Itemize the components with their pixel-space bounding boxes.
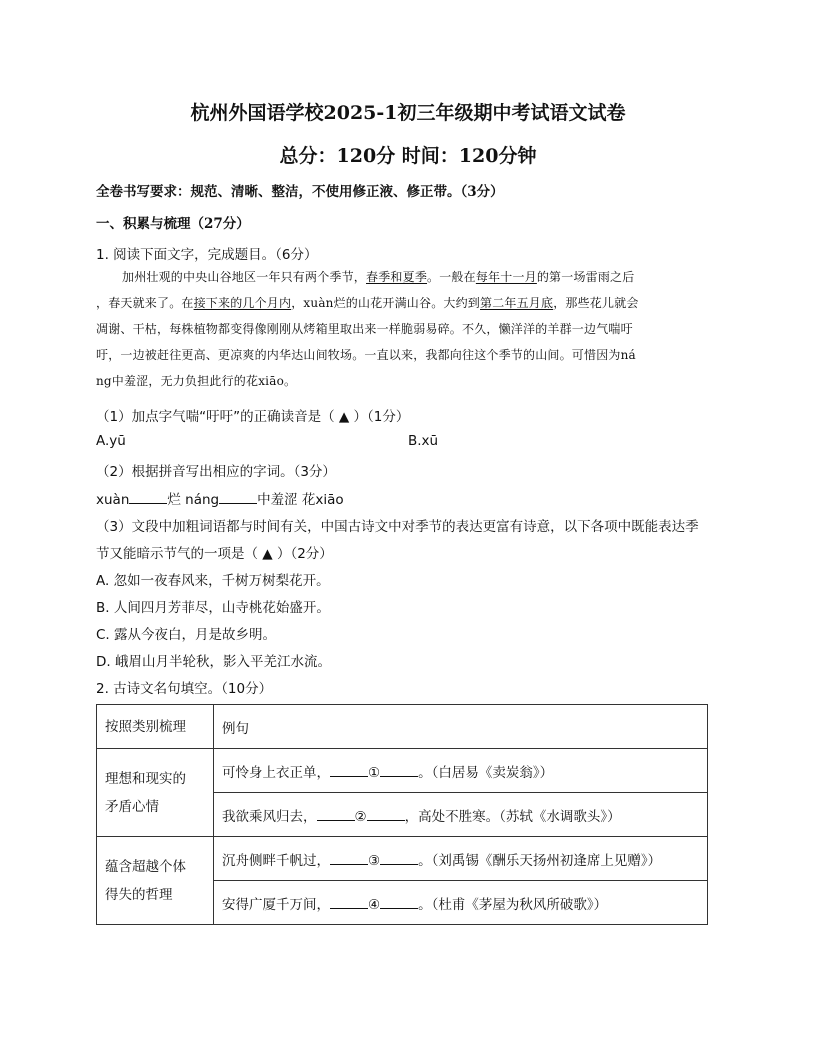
table-row (97, 749, 708, 793)
answer-blank[interactable] (367, 808, 405, 821)
example-suffix: 。（刘禹锡《酬乐天扬州初逢席上见赠》） (418, 852, 662, 869)
example-prefix: 沉舟侧畔千帆过， (222, 852, 330, 869)
answer-blank-2[interactable] (219, 491, 257, 504)
table-category-cell (97, 749, 214, 837)
passage-line (96, 342, 720, 368)
table-header-example: 例句 (214, 705, 708, 749)
q1-sub3-option-a: A. 忽如一夜春风来，千树万树梨花开。 (96, 573, 330, 589)
answer-blank-1[interactable] (129, 491, 167, 504)
poetry-table (96, 704, 708, 925)
table-example-cell (214, 881, 708, 925)
answer-blank[interactable] (380, 852, 418, 865)
passage-time-phrase: 春季和夏季 (366, 270, 428, 284)
passage-text: ，那些花儿就会 (553, 296, 639, 310)
writing-requirement: 全卷书写要求：规范、清晰、整洁，不使用修正液、修正带。（3分） (96, 184, 504, 200)
blank-number: ③ (368, 852, 381, 869)
example-prefix: 可怜身上衣正单， (222, 764, 330, 781)
q1-sub1-option-a: A.yū (96, 433, 126, 449)
table-header-category: 按照类别梳理 (97, 705, 214, 749)
example-suffix: 。（杜甫《茅屋为秋风所破歌》） (418, 896, 608, 913)
table-category-cell (97, 837, 214, 925)
answer-blank[interactable] (330, 852, 368, 865)
passage-text: 的第一场雷雨之后 (536, 270, 635, 284)
passage-time-phrase: 接下来的几个月内 (193, 296, 292, 310)
blank-number: ② (354, 808, 367, 825)
table-row (97, 837, 708, 881)
pinyin-1: xuàn (96, 492, 130, 508)
passage-text: 。一般在 (427, 270, 476, 284)
category-text: 蕴含超越个体 (105, 858, 186, 875)
passage-text: 凋谢、干枯，每株植物都变得像刚刚从烤箱里取出来一样脆弱易碎。不久，懒洋洋的羊群一边气喘吁 (96, 322, 633, 336)
answer-blank[interactable] (380, 764, 418, 777)
passage-line (96, 368, 720, 394)
example-prefix: 安得广厦千万间， (222, 896, 330, 913)
answer-blank[interactable] (317, 808, 355, 821)
passage-time-phrase: 第二年五月底 (480, 296, 554, 310)
example-suffix: 。（白居易《卖炭翁》） (418, 764, 554, 781)
q1-sub3-option-b: B. 人间四月芳菲尽，山寺桃花始盛开。 (96, 600, 330, 616)
q1-sub1-stem: （1）加点字气喘“吁吁”的正确读音是（ ▲ ）（1分） (96, 409, 410, 425)
pinyin-3: 中羞涩 花xiāo (257, 492, 344, 508)
pinyin-2: 烂 náng (167, 492, 220, 508)
answer-blank[interactable] (330, 764, 368, 777)
question-2-stem: 2. 古诗文名句填空。（10分） (96, 681, 273, 697)
section-heading: 一、积累与梳理（27分） (96, 216, 250, 232)
exam-title: 杭州外国语学校2025-1初三年级期中考试语文试卷 (190, 102, 626, 124)
passage-time-phrase: 每年十一月 (475, 270, 537, 284)
answer-blank[interactable] (380, 896, 418, 909)
passage-line (96, 290, 720, 316)
q1-sub3-stem-2: 节又能暗示节气的一项是（ ▲ ）（2分） (96, 546, 333, 562)
blank-number: ① (368, 764, 381, 781)
reading-passage (96, 264, 720, 394)
q1-sub1-option-b: B.xū (408, 433, 439, 449)
q1-sub2-fill-line (96, 488, 344, 508)
table-header-row (97, 705, 708, 749)
q1-sub3-option-c: C. 露从今夜白，月是故乡明。 (96, 627, 277, 643)
table-example-cell (214, 793, 708, 837)
exam-subtitle: 总分：120分 时间：120分钟 (279, 145, 537, 167)
q1-sub2-stem: （2）根据拼音写出相应的字词。（3分） (96, 464, 336, 480)
category-text: 得失的哲理 (105, 886, 173, 903)
category-text: 理想和现实的 (105, 770, 186, 787)
passage-text: ng中羞涩，无力负担此行的花xiāo。 (96, 374, 297, 388)
passage-text: 加州壮观的中央山谷地区一年只有两个季节， (122, 270, 367, 284)
passage-line (96, 264, 720, 290)
passage-text: ，春天就来了。在 (96, 296, 194, 310)
answer-blank[interactable] (330, 896, 368, 909)
table-example-cell (214, 749, 708, 793)
example-suffix: ，高处不胜寒。（苏轼《水调歌头》） (404, 808, 621, 825)
example-prefix: 我欲乘风归去， (222, 808, 317, 825)
passage-line (96, 316, 720, 342)
category-text: 矛盾心情 (105, 798, 159, 815)
q1-sub3-stem-1: （3）文段中加粗词语都与时间有关，中国古诗文中对季节的表达更富有诗意，以下各项中既能表达季 (96, 519, 699, 535)
passage-text: 吁，一边被赶往更高、更凉爽的内华达山间牧场。一直以来，我都向往这个季节的山间。可惜因为ná (96, 348, 636, 362)
passage-text: ，xuàn烂的山花开满山谷。大约到 (291, 296, 480, 310)
question-1-stem: 1. 阅读下面文字，完成题目。（6分） (96, 247, 318, 263)
table-example-cell (214, 837, 708, 881)
blank-number: ④ (368, 896, 381, 913)
q1-sub3-option-d: D. 峨眉山月半轮秋，影入平羌江水流。 (96, 654, 331, 670)
